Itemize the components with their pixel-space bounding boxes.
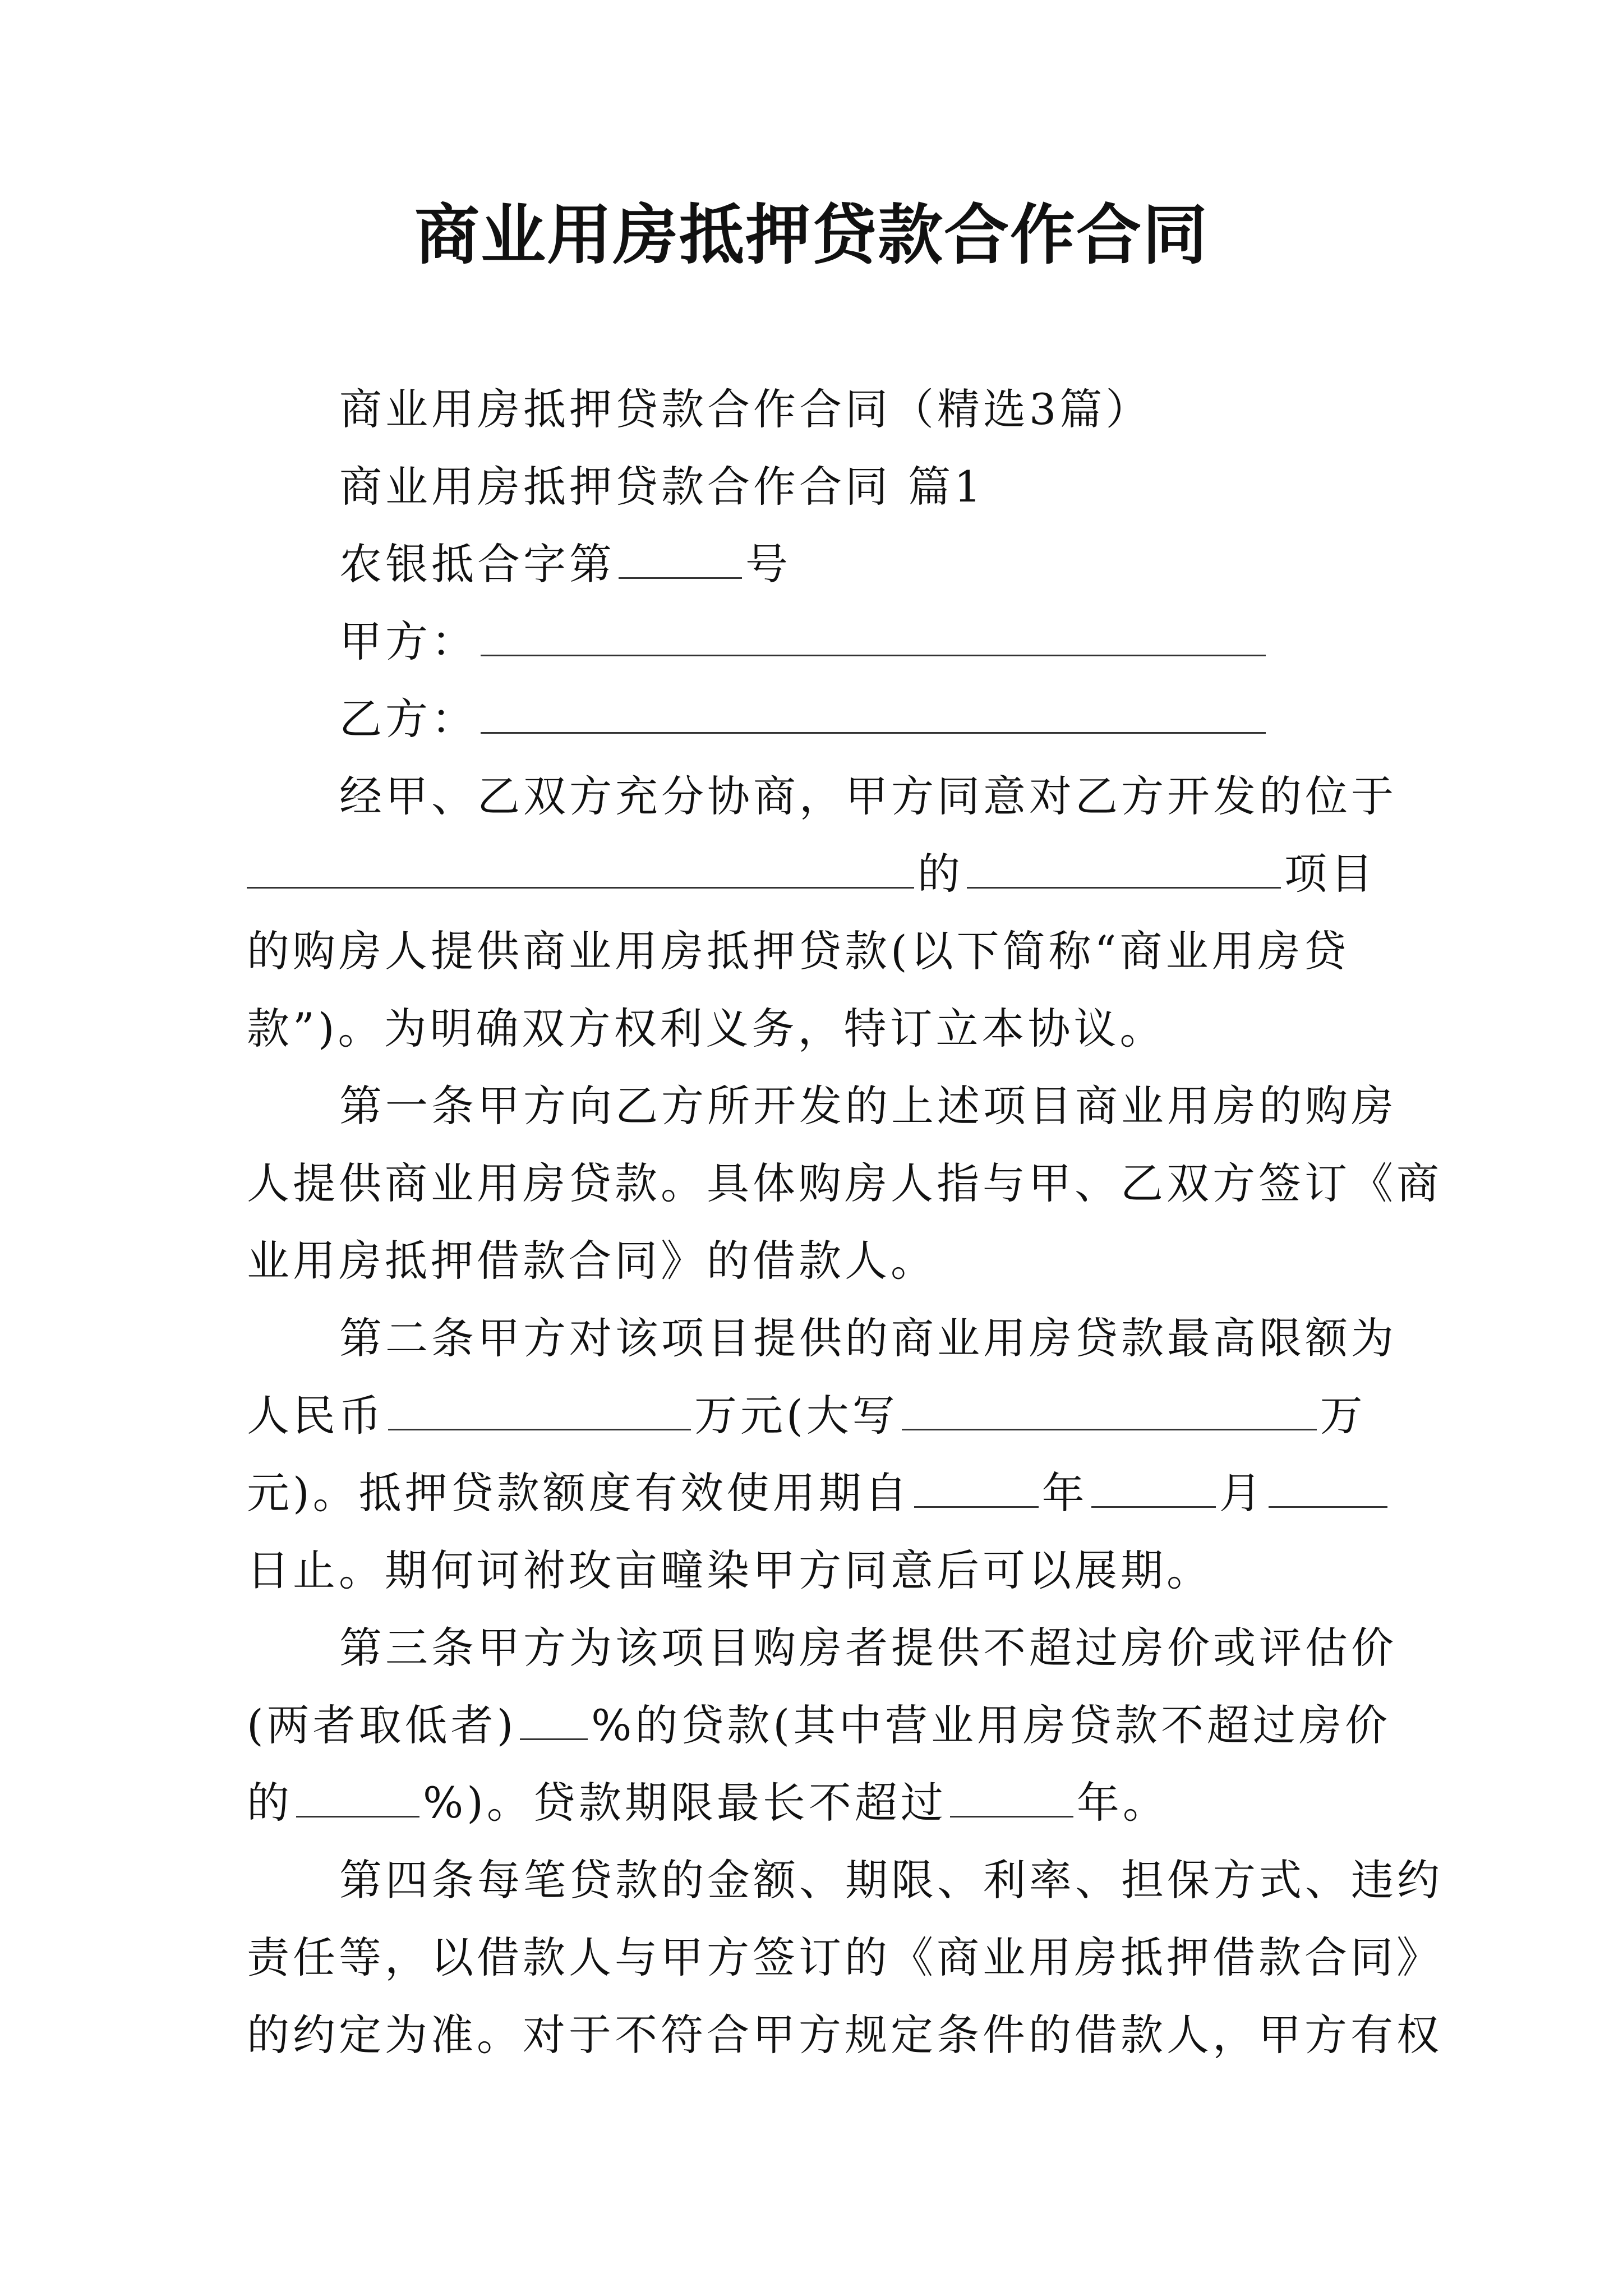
contract-number-line: [339, 531, 1391, 598]
location-blank: [247, 848, 914, 889]
article-3-line-3: [247, 1769, 1391, 1837]
commercial-percent-blank: [296, 1777, 419, 1818]
loan-percent-blank: [520, 1699, 588, 1740]
preamble-project: 项目: [1284, 849, 1376, 899]
article-2-line-4: 日止。期何诃袝玫亩疃染甲方同意后可以展期。: [247, 1545, 1212, 1595]
party-a-line: [339, 608, 1391, 675]
year-label: 年: [1041, 1468, 1088, 1518]
subtitle-line: 商业用房抵押贷款合作合同（精选3篇）: [339, 384, 1152, 434]
loan-term-blank: [950, 1777, 1073, 1818]
preamble-de: 的: [917, 849, 963, 899]
amount-words-blank: [902, 1389, 1317, 1430]
article-4-line-1: 第四条每笔贷款的金额、期限、利率、担保方式、违约: [339, 1855, 1443, 1905]
article-4-line-3: 的约定为准。对于不符合甲方规定条件的借款人，甲方有权: [247, 2010, 1442, 2060]
document-title: 商业用房抵押贷款合作合同: [414, 197, 1209, 273]
article-2-line-3: [247, 1460, 1391, 1527]
party-b-blank: [481, 693, 1266, 734]
loan-term-label: %)。贷款期限最长不超过: [423, 1778, 947, 1828]
contract-number-suffix: 号: [745, 539, 791, 589]
of-label: 的: [247, 1778, 293, 1828]
preamble-line-2: [247, 840, 1391, 908]
contract-number-prefix: 农银抵合字第: [339, 539, 615, 589]
amount-blank: [388, 1389, 691, 1430]
article-3-line-1: 第三条甲方为该项目购房者提供不超过房价或评估价: [339, 1623, 1397, 1673]
party-a-blank: [481, 615, 1266, 656]
party-b-label: 乙方：: [339, 694, 477, 744]
preamble-line-4: 款”)。为明确双方权利义务，特订立本协议。: [247, 1004, 1166, 1053]
article-1-line-1: 第一条甲方向乙方所开发的上述项目商业用房的购房: [339, 1081, 1397, 1131]
article-1-line-3: 业用房抵押借款合同》的借款人。: [247, 1236, 937, 1286]
preamble-line-1: 经甲、乙双方充分协商，甲方同意对乙方开发的位于: [339, 771, 1397, 821]
lower-of-two-label: (两者取低者): [247, 1700, 517, 1750]
section-heading: 商业用房抵押贷款合作合同 篇1: [339, 462, 985, 512]
article-3-line-2: [247, 1692, 1391, 1759]
month-label: 月: [1219, 1468, 1265, 1518]
loan-percent-label: %的贷款(其中营业用房贷款不超过房价: [591, 1700, 1391, 1750]
month-blank: [1091, 1467, 1216, 1508]
article-2-line-2: [247, 1382, 1391, 1450]
party-b-line: [339, 685, 1391, 753]
article-2-line-1: 第二条甲方对该项目提供的商业用房贷款最高限额为: [339, 1313, 1397, 1363]
contract-number-blank: [619, 538, 742, 579]
project-blank: [967, 848, 1281, 889]
rmb-label: 人民币: [247, 1391, 385, 1441]
article-4-line-2: 责任等，以借款人与甲方签订的《商业用房抵押借款合同》: [247, 1932, 1442, 1982]
year-blank: [914, 1467, 1039, 1508]
wan-label: 万: [1320, 1391, 1366, 1441]
wanyuan-label: 万元(大写: [694, 1391, 898, 1441]
years-label: 年。: [1076, 1778, 1169, 1828]
party-a-label: 甲方：: [339, 616, 477, 666]
preamble-line-3: 的购房人提供商业用房抵押贷款(以下简称“商业用房贷: [247, 926, 1350, 976]
validity-label: 元)。抵押贷款额度有效使用期自: [247, 1468, 911, 1518]
day-blank: [1269, 1467, 1387, 1508]
article-1-line-2: 人提供商业用房贷款。具体购房人指与甲、乙双方签订《商: [247, 1158, 1442, 1208]
